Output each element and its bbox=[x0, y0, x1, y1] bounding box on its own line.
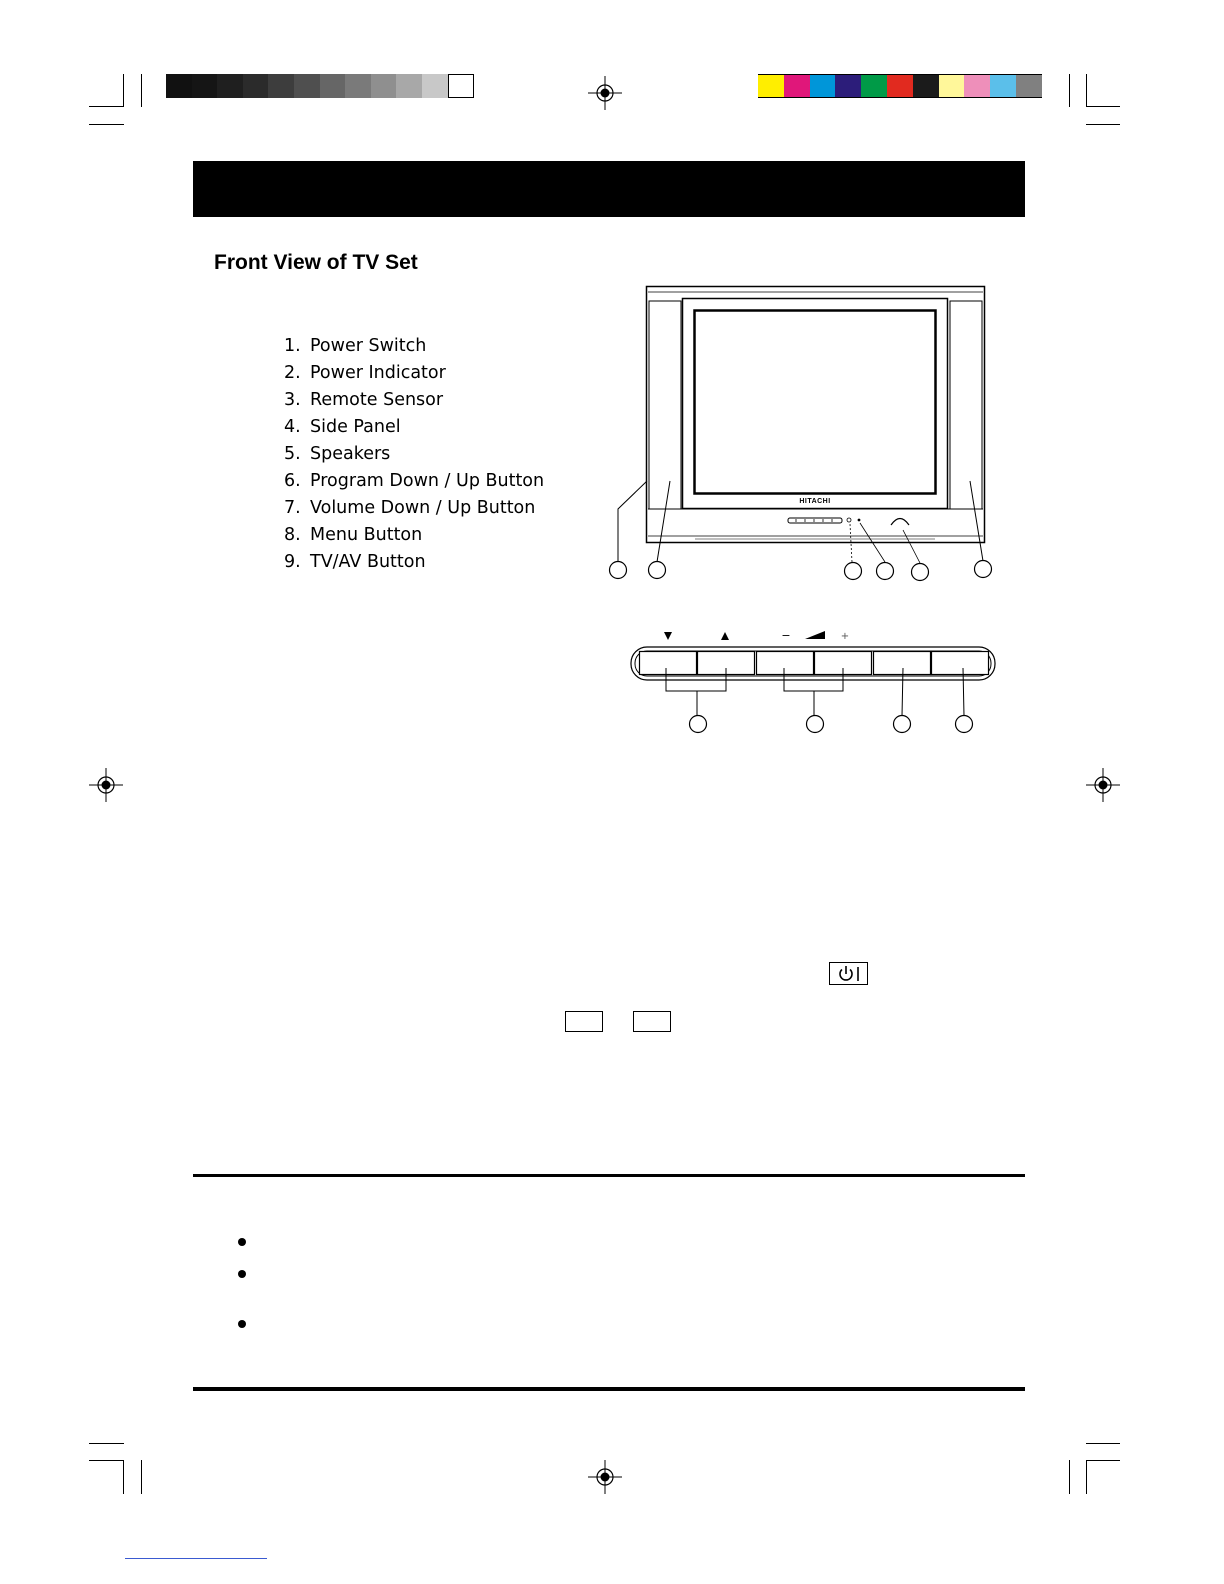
legend-item: 2. Power Indicator bbox=[284, 363, 446, 383]
tv-av-button bbox=[932, 652, 989, 675]
crop-mark bbox=[1086, 1443, 1120, 1444]
color-swatch bbox=[758, 74, 784, 98]
grayscale-swatch bbox=[217, 74, 243, 98]
key-box-left bbox=[565, 1011, 603, 1032]
control-panel-diagram bbox=[625, 622, 1005, 740]
grayscale-swatch bbox=[396, 74, 422, 98]
legend-item: 5. Speakers bbox=[284, 444, 391, 464]
color-swatch bbox=[1016, 74, 1042, 98]
callout-circle bbox=[894, 716, 911, 733]
power-icon bbox=[831, 964, 867, 984]
legend-item: 9. TV/AV Button bbox=[284, 552, 426, 572]
parts-legend bbox=[284, 333, 544, 576]
menu-button bbox=[874, 652, 931, 675]
legend-item: 3. Remote Sensor bbox=[284, 390, 444, 410]
color-swatch bbox=[939, 74, 965, 98]
crop-mark bbox=[1086, 106, 1120, 107]
grayscale-swatch bbox=[166, 74, 192, 98]
legend-item: 4. Side Panel bbox=[284, 417, 401, 437]
legend-item: 6. Program Down / Up Button bbox=[284, 471, 545, 491]
callout-circle bbox=[912, 564, 929, 581]
power-button-icon-box bbox=[829, 962, 868, 985]
grayscale-swatch bbox=[371, 74, 397, 98]
grayscale-swatch bbox=[243, 74, 269, 98]
color-swatch bbox=[887, 74, 913, 98]
crop-mark bbox=[141, 1460, 142, 1494]
remote-sensor bbox=[858, 519, 861, 522]
callout-circle bbox=[649, 562, 666, 579]
section-title: Front View of TV Set bbox=[214, 251, 418, 274]
callout-circle bbox=[610, 562, 627, 579]
color-swatch bbox=[964, 74, 990, 98]
color-swatch bbox=[810, 74, 836, 98]
volume-down-button bbox=[757, 652, 814, 675]
registration-mark-icon bbox=[588, 1460, 622, 1494]
header-bar bbox=[193, 161, 1025, 217]
key-box-right bbox=[633, 1011, 671, 1032]
crop-mark bbox=[89, 106, 124, 107]
legend-item: 1. Power Switch bbox=[284, 336, 427, 356]
bullet-point bbox=[238, 1320, 246, 1328]
crop-mark bbox=[123, 74, 124, 107]
grayscale-swatch bbox=[320, 74, 346, 98]
color-swatch bbox=[913, 74, 939, 98]
grayscale-swatch bbox=[268, 74, 294, 98]
tv-front-view-diagram bbox=[600, 280, 1000, 585]
color-swatch bbox=[784, 74, 810, 98]
callout-circle bbox=[975, 561, 992, 578]
volume-plus-label: + bbox=[840, 631, 850, 642]
volume-minus-label: − bbox=[781, 629, 791, 642]
grayscale-swatch bbox=[345, 74, 371, 98]
legend-item: 7. Volume Down / Up Button bbox=[284, 498, 536, 518]
crop-mark bbox=[141, 74, 142, 107]
crop-mark bbox=[89, 1443, 124, 1444]
registration-mark-icon bbox=[89, 768, 123, 802]
callout-circle bbox=[807, 716, 824, 733]
bullet-point bbox=[238, 1238, 246, 1246]
legend-item: 8. Menu Button bbox=[284, 525, 423, 545]
tv-brand-label: HITACHI bbox=[799, 498, 831, 505]
crop-mark bbox=[1086, 1460, 1087, 1494]
crop-mark bbox=[1086, 1460, 1120, 1461]
callout-circle bbox=[956, 716, 973, 733]
crop-mark bbox=[1086, 74, 1087, 107]
crop-mark bbox=[89, 124, 124, 125]
crop-mark bbox=[1069, 1460, 1070, 1494]
callout-circle bbox=[877, 563, 894, 580]
crop-mark bbox=[89, 1460, 124, 1461]
grayscale-swatch bbox=[448, 74, 474, 98]
program-down-icon bbox=[664, 632, 672, 640]
grayscale-swatch bbox=[294, 74, 320, 98]
footer-link-underline bbox=[125, 1558, 267, 1559]
callout-circle bbox=[845, 563, 862, 580]
color-swatch bbox=[861, 74, 887, 98]
program-down-button bbox=[640, 652, 697, 675]
grayscale-swatch bbox=[422, 74, 448, 98]
bullet-point bbox=[238, 1270, 246, 1278]
crop-mark bbox=[1086, 124, 1120, 125]
volume-icon bbox=[805, 631, 825, 639]
grayscale-swatch bbox=[192, 74, 218, 98]
crop-mark bbox=[123, 1460, 124, 1494]
screen bbox=[695, 311, 936, 494]
section-rule-top bbox=[193, 1174, 1025, 1177]
color-swatch bbox=[990, 74, 1016, 98]
registration-mark-icon bbox=[588, 76, 622, 110]
color-swatch bbox=[835, 74, 861, 98]
callout-circle bbox=[690, 716, 707, 733]
section-rule-bottom bbox=[193, 1387, 1025, 1391]
program-up-icon bbox=[721, 632, 729, 640]
crop-mark bbox=[1069, 74, 1070, 107]
power-indicator bbox=[847, 518, 851, 522]
registration-mark-icon bbox=[1086, 768, 1120, 802]
